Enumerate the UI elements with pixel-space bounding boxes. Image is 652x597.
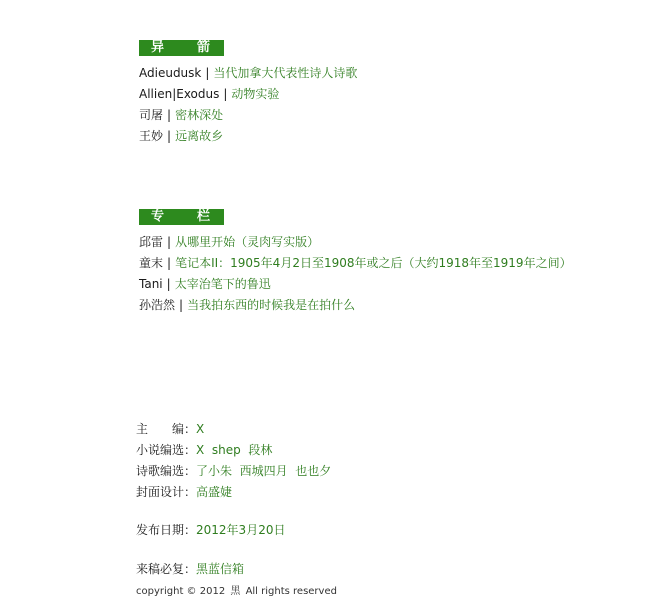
separator: | (167, 108, 172, 122)
author-name: Tani (139, 277, 163, 291)
section-title-char: 箭 (197, 40, 211, 55)
copyright-text: copyright © 2012 (136, 586, 226, 597)
list-item (139, 107, 223, 123)
author-name: 王妙 (139, 129, 164, 143)
article-link[interactable]: 太宰治笔下的鲁迅 (174, 277, 271, 291)
separator: | (167, 256, 172, 270)
logo-seal-icon: 黑 (230, 586, 241, 597)
list-item (139, 86, 279, 102)
author-name: 司屠 (139, 108, 164, 122)
article-link[interactable]: 密林深处 (175, 108, 224, 122)
cover-designer-link[interactable]: 高盛婕 (196, 485, 233, 499)
credit-label: 小说编选： (136, 443, 197, 457)
author-name: Allien|Exodus (139, 87, 220, 101)
article-link[interactable]: 当代加拿大代表性诗人诗歌 (213, 66, 358, 80)
separator: | (179, 298, 184, 312)
credit-chief-editor (136, 421, 204, 437)
separator: | (167, 235, 172, 249)
list-item (139, 255, 572, 271)
separator: | (205, 66, 210, 80)
article-link[interactable]: 从哪里开始（灵肉写实版） (175, 235, 320, 249)
section-title-char: 专 (151, 209, 165, 224)
section-header-1 (139, 40, 224, 56)
article-link[interactable]: 笔记本II：1905年4月2日至1908年或之后（大约1918年至1919年之间） (175, 256, 572, 270)
author-name: 邱雷 (139, 235, 164, 249)
release-date: 2012年3月20日 (196, 523, 286, 537)
credit-label: 封面设计： (136, 485, 197, 499)
list-item (139, 276, 271, 292)
section-title-char: 栏 (197, 209, 211, 224)
credit-release (136, 522, 285, 538)
list-item (139, 65, 357, 81)
credit-submission (136, 561, 244, 577)
credit-label: 发布日期： (136, 523, 197, 537)
separator: | (223, 87, 228, 101)
list-item (139, 297, 355, 313)
credit-label: 诗歌编选： (136, 464, 197, 478)
rights-text: All rights reserved (245, 586, 337, 597)
section-title-char: 异 (151, 40, 165, 55)
chief-editor-link[interactable]: X (196, 422, 205, 436)
list-item (139, 234, 319, 250)
credit-label: 来稿必复： (136, 562, 197, 576)
credit-cover (136, 484, 232, 500)
copyright (136, 582, 337, 597)
submission-mailbox-link[interactable]: 黑蓝信箱 (196, 562, 245, 576)
section-header-2 (139, 209, 224, 225)
credit-label: 主 编： (136, 422, 197, 436)
separator: | (167, 129, 172, 143)
poetry-editors-link[interactable]: 了小朱 西城四月 也也夕 (196, 464, 332, 478)
fiction-editors-link[interactable]: X shep 段林 (196, 443, 273, 457)
article-link[interactable]: 当我拍东西的时候我是在拍什么 (187, 298, 356, 312)
article-link[interactable]: 动物实验 (231, 87, 280, 101)
article-link[interactable]: 远离故乡 (175, 129, 224, 143)
separator: | (166, 277, 171, 291)
credit-poetry (136, 463, 331, 479)
author-name: 童末 (139, 256, 164, 270)
author-name: 孙浩然 (139, 298, 176, 312)
author-name: Adieudusk (139, 66, 202, 80)
list-item (139, 128, 223, 144)
credit-fiction (136, 442, 272, 458)
